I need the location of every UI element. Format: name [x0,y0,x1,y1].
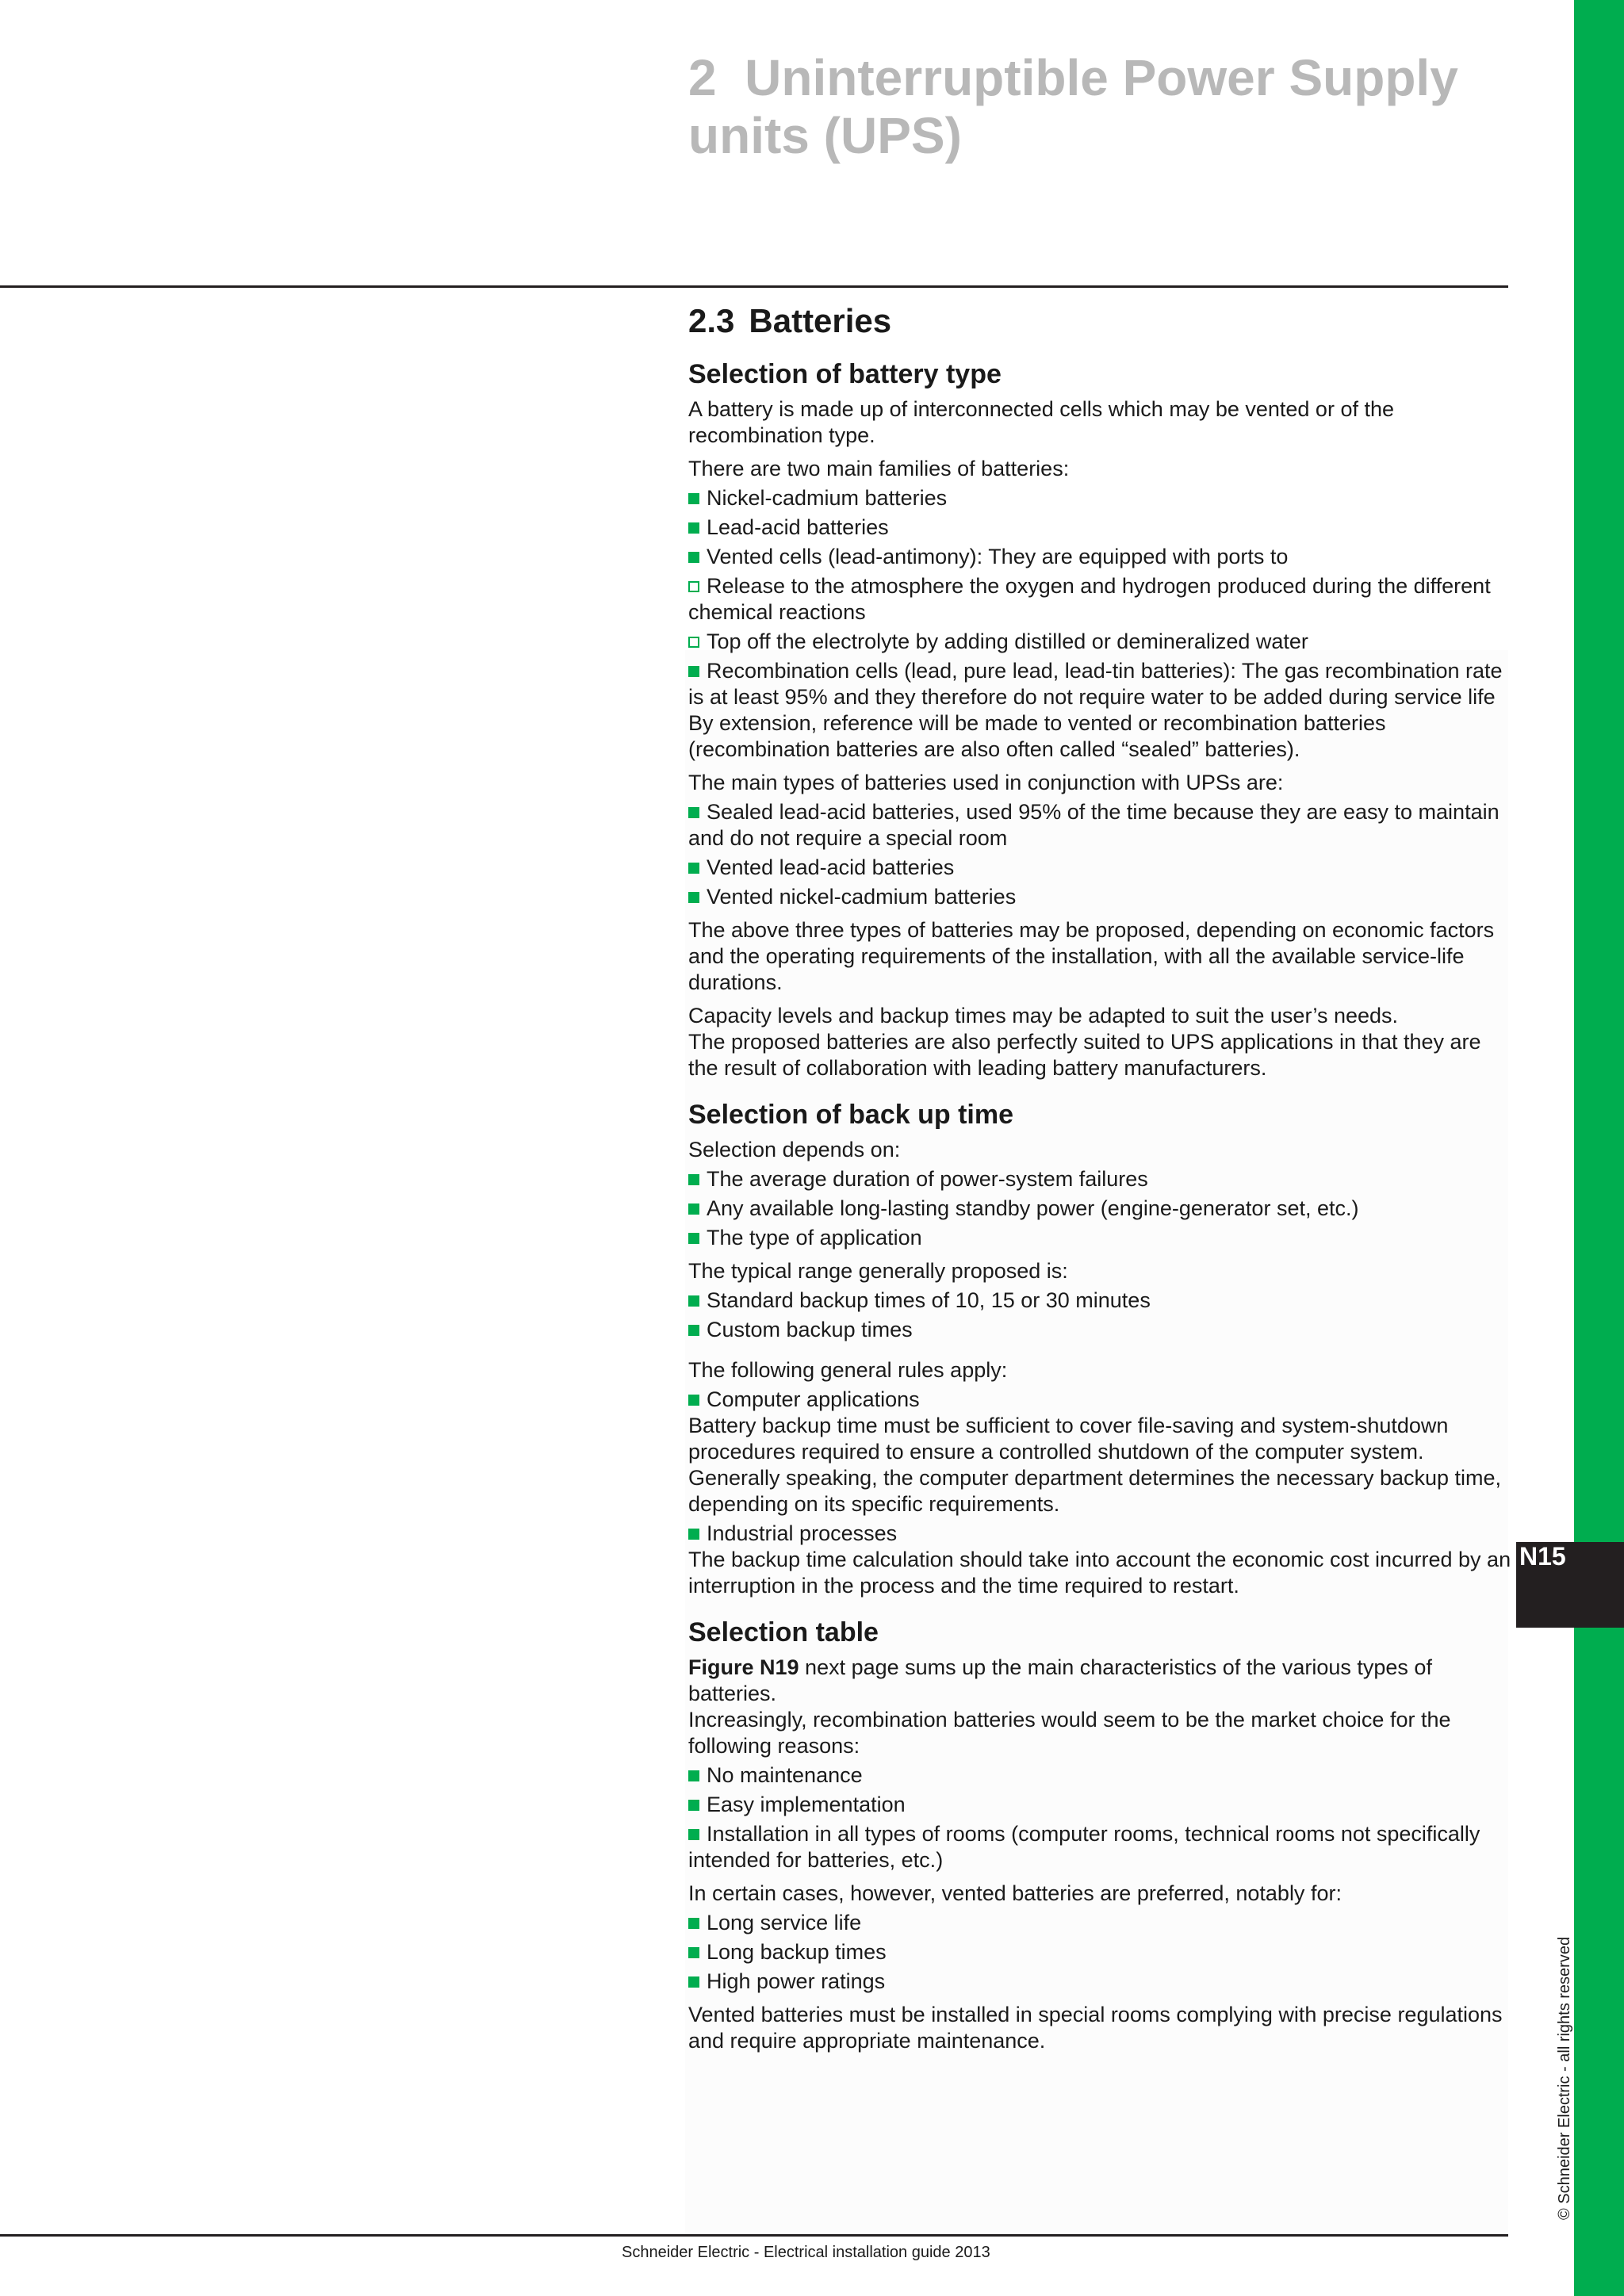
selection-table-heading: Selection table [688,1617,879,1647]
bullet-item: Computer applications [688,1387,1513,1413]
paragraph: In certain cases, however, vented batteries are preferred, notably for: [688,1881,1342,1905]
sub-bullet-item: Top off the electrolyte by adding distilled or demineralized water [688,629,1513,655]
paragraph: Vented batteries must be installed in special rooms complying with precise regulations and require appropriate maintenance. [688,2003,1503,2053]
paragraph: The proposed batteries are also perfectly suited to UPS applications in that they are the result of collaboration with leading battery manufacturers. [688,1030,1481,1080]
backup-time-heading: Selection of back up time [688,1100,1013,1130]
main-content [688,300,1513,2054]
paragraph: Selection depends on: [688,1138,901,1161]
green-side-bar [1574,0,1624,2296]
bullet-item: The type of application [688,1225,1513,1251]
paragraph-text: next page sums up the main characteristics of the various types of batteries. [688,1655,1432,1705]
paragraph: A battery is made up of interconnected cells which may be vented or of the recombination type. [688,397,1394,447]
paragraph: The main types of batteries used in conjunction with UPSs are: [688,771,1284,794]
section-title [688,300,1513,342]
section-title-text: Batteries [749,302,892,339]
chapter-title-text: Uninterruptible Power Supply units (UPS) [688,49,1458,164]
paragraph: Capacity levels and backup times may be adapted to suit the user’s needs. [688,1004,1399,1027]
bullet-item: The average duration of power-system failures [688,1166,1513,1192]
paragraph: There are two main families of batteries: [688,457,1070,480]
chapter-number: 2 [688,49,717,106]
paragraph: Increasingly, recombination batteries would seem to be the market choice for the following reasons: [688,1708,1451,1758]
paragraph: The typical range generally proposed is: [688,1259,1068,1283]
header-rule [0,285,1508,288]
bullet-item: Vented lead-acid batteries [688,855,1513,881]
bullet-item: Standard backup times of 10, 15 or 30 minutes [688,1288,1513,1314]
bullet-item: Nickel-cadmium batteries [688,485,1513,511]
bullet-item: Vented nickel-cadmium batteries [688,884,1513,910]
bullet-item: Recombination cells (lead, pure lead, lead-tin batteries): The gas recombination rate is at least 95% and they therefore do not require water to be added during service life [688,658,1513,710]
footer-rule [0,2234,1508,2237]
bullet-item: Custom backup times [688,1317,1513,1343]
bullet-item: Long backup times [688,1939,1513,1965]
bullet-item: Any available long-lasting standby power (engine-generator set, etc.) [688,1196,1513,1222]
bullet-item: No maintenance [688,1762,1513,1789]
chapter-title [688,49,1561,165]
page-number-tab [1516,1542,1624,1628]
bullet-item: Industrial processes [688,1521,1513,1547]
sub-bullet-item: Release to the atmosphere the oxygen and hydrogen produced during the different chemical reactions [688,573,1513,626]
paragraph [688,1655,1513,1707]
paragraph: The backup time calculation should take into account the economic cost incurred by an interruption in the process and the time required to restart. [688,1548,1511,1598]
page-number: N15 [1519,1542,1566,1571]
battery-type-heading: Selection of battery type [688,359,1002,389]
paragraph: Battery backup time must be sufficient to cover file-saving and system-shutdown procedures required to ensure a controlled shutdown of the computer system. Generally speaking, the computer department determines the necessary backup time, depending on its specific requirements. [688,1414,1502,1516]
bullet-item: Vented cells (lead-antimony): They are equipped with ports to [688,544,1513,570]
paragraph: The above three types of batteries may be proposed, depending on economic factors and the operating requirements of the installation, with all the available service-life durations. [688,918,1495,994]
bullet-item: Lead-acid batteries [688,515,1513,541]
bullet-item: Long service life [688,1910,1513,1936]
bullet-item: High power ratings [688,1969,1513,1995]
copyright-notice: © Schneider Electric - all rights reserved [1556,1936,1573,2220]
paragraph: By extension, reference will be made to vented or recombination batteries (recombination batteries are also often called “sealed” batteries). [688,711,1386,761]
bullet-item: Installation in all types of rooms (computer rooms, technical rooms not specifically intended for batteries, etc.) [688,1821,1513,1873]
figure-reference: Figure N19 [688,1655,799,1679]
bullet-item: Easy implementation [688,1792,1513,1818]
footer-text: Schneider Electric - Electrical installation guide 2013 [622,2244,990,2261]
paragraph: The following general rules apply: [688,1358,1008,1382]
bullet-item: Sealed lead-acid batteries, used 95% of the time because they are easy to maintain and do not require a special room [688,799,1513,851]
section-number: 2.3 [688,302,735,339]
